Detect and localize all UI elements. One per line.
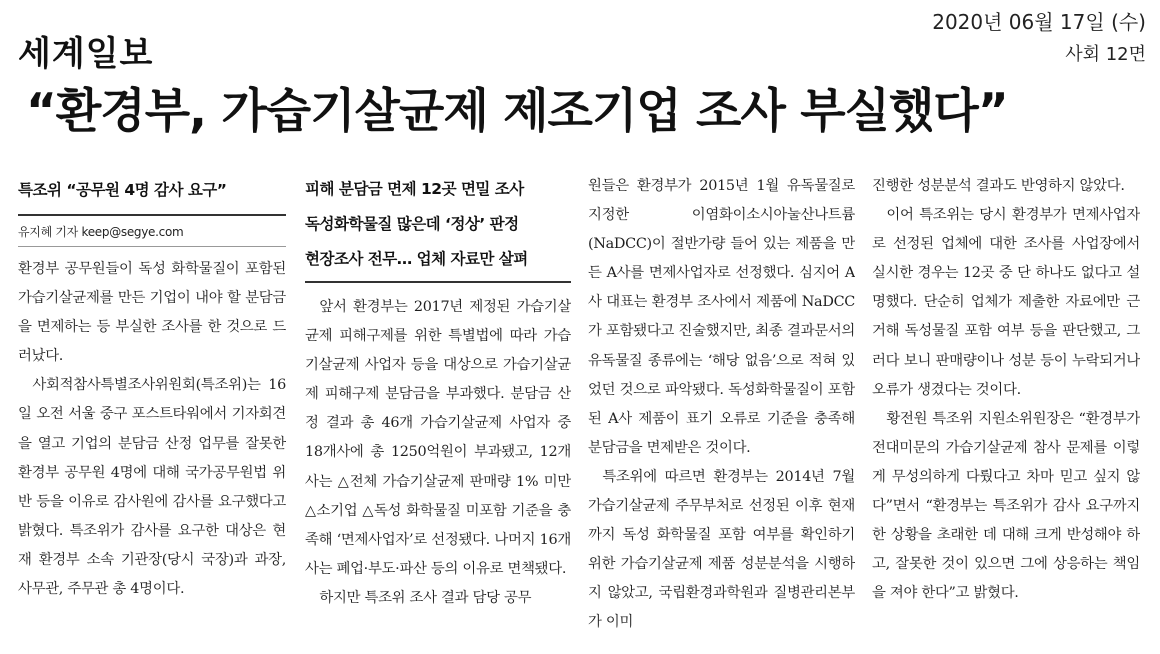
article-column-4 bbox=[872, 172, 1140, 642]
paragraph: 이어 특조위는 당시 환경부가 면제사업자로 선정된 업체에 대한 조사를 사업장에서 실시한 경우는 12곳 중 단 하나도 없다고 설명했다. 단순히 업체가 제출한 자료에만 근거해 독성물질 포함 여부 등을 판단했고, 그러다 보니 판매량이나 성분 등이 누락되거나 오류가 생겼다는 것이다. bbox=[872, 207, 1140, 398]
article-headline: “환경부, 가습기살균제 제조기업 조사 부실했다” bbox=[26, 84, 1008, 139]
paragraph: 원들은 환경부가 2015년 1월 유독물질로 지정한 이염화이소시아눌산나트륨(NaDCC)이 절반가량 들어 있는 제품을 만든 A사를 면제사업자로 선정했다. 심지어 A사 대표는 환경부 조사에서 제품에 NaDCC가 포함됐다고 진술했지만, 최종 결과문서의 유독물질 종류에는 ‘해당 없음’으로 적혀 있었던 것으로 파악됐다. 독성화학물질이 포함된 A사 제품이 표기 오류로 기준을 충족해 분담금을 면제받은 것이다. bbox=[588, 178, 855, 456]
paragraph: 하지만 특조위 조사 결과 담당 공무 bbox=[319, 589, 532, 606]
paragraph: 앞서 환경부는 2017년 제정된 가습기살균제 피해구제를 위한 특별법에 따라 가습기살균제 사업자 등을 대상으로 가습기살균제 피해구제 분담금을 부과했다. 분담금 산정 결과 총 46개 가습기살균제 사업자 중 18개사에 총 1250억원이 부과됐고, 12개사는 △전체 가습기살균제 판매량 1% 미만 △소기업 △독성 화학물질 미포함 기준을 충족해 ‘면제사업자’로 선정됐다. 나머지 16개사는 폐업·부도·파산 등의 이유로 면책됐다. bbox=[305, 299, 571, 577]
article-column-2 bbox=[305, 172, 571, 642]
paragraph: 환경부 공무원들이 독성 화학물질이 포함된 가습기살균제를 만든 기업이 내야 할 분담금을 면제하는 등 부실한 조사를 한 것으로 드러났다. bbox=[18, 261, 286, 365]
subhead-divider bbox=[305, 281, 571, 283]
paragraph: 사회적참사특별조사위원회(특조위)는 16일 오전 서울 중구 포스트타워에서 기자회견을 열고 기업의 분담금 산정 업무를 잘못한 환경부 공무원 4명에 대해 국가공무원법 위반 등을 이유로 감사원에 감사를 요구했다고 밝혔다. 특조위가 감사를 요구한 대상은 현재 환경부 소속 기관장(당시 국장)과 과장, 사무관, 주무관 총 4명이다. bbox=[18, 377, 286, 598]
article-subhead-line: 피해 분담금 면제 12곳 면밀 조사 bbox=[305, 180, 524, 198]
article-subhead-line: 현장조사 전무… 업체 자료만 살펴 bbox=[305, 250, 528, 268]
paragraph: 진행한 성분분석 결과도 반영하지 않았다. bbox=[872, 178, 1125, 194]
article-byline: 유지혜 기자 keep@segye.com bbox=[18, 214, 286, 247]
article-column-1 bbox=[18, 172, 286, 642]
publication-date: 2020년 06월 17일 (수) bbox=[932, 10, 1146, 34]
article-subhead: 특조위 “공무원 4명 감사 요구” bbox=[18, 181, 227, 199]
section-page: 사회 12면 bbox=[1065, 44, 1146, 65]
paragraph: 황전원 특조위 지원소위원장은 “환경부가 전대미문의 가습기살균제 참사 문제를 이렇게 무성의하게 다뤘다고 차마 믿고 싶지 않다”면서 “환경부는 특조위가 감사 요구까지 한 상황을 초래한 데 대해 크게 반성해야 하고, 잘못한 것이 있으면 그에 상응하는 책임을 져야 한다”고 밝혔다. bbox=[872, 410, 1140, 602]
paragraph: 특조위에 따르면 환경부는 2014년 7월 가습기살균제 주무부처로 선정된 이후 현재까지 독성 화학물질 포함 여부를 확인하기 위한 가습기살균제 제품 성분분석을 시행하지 않았고, 국립환경과학원과 질병관리본부가 이미 bbox=[588, 468, 855, 631]
article-subhead-line: 독성화학물질 많은데 ‘정상’ 판정 bbox=[305, 215, 519, 233]
newspaper-name: 세계일보 bbox=[18, 34, 154, 74]
article-column-3 bbox=[588, 172, 855, 642]
